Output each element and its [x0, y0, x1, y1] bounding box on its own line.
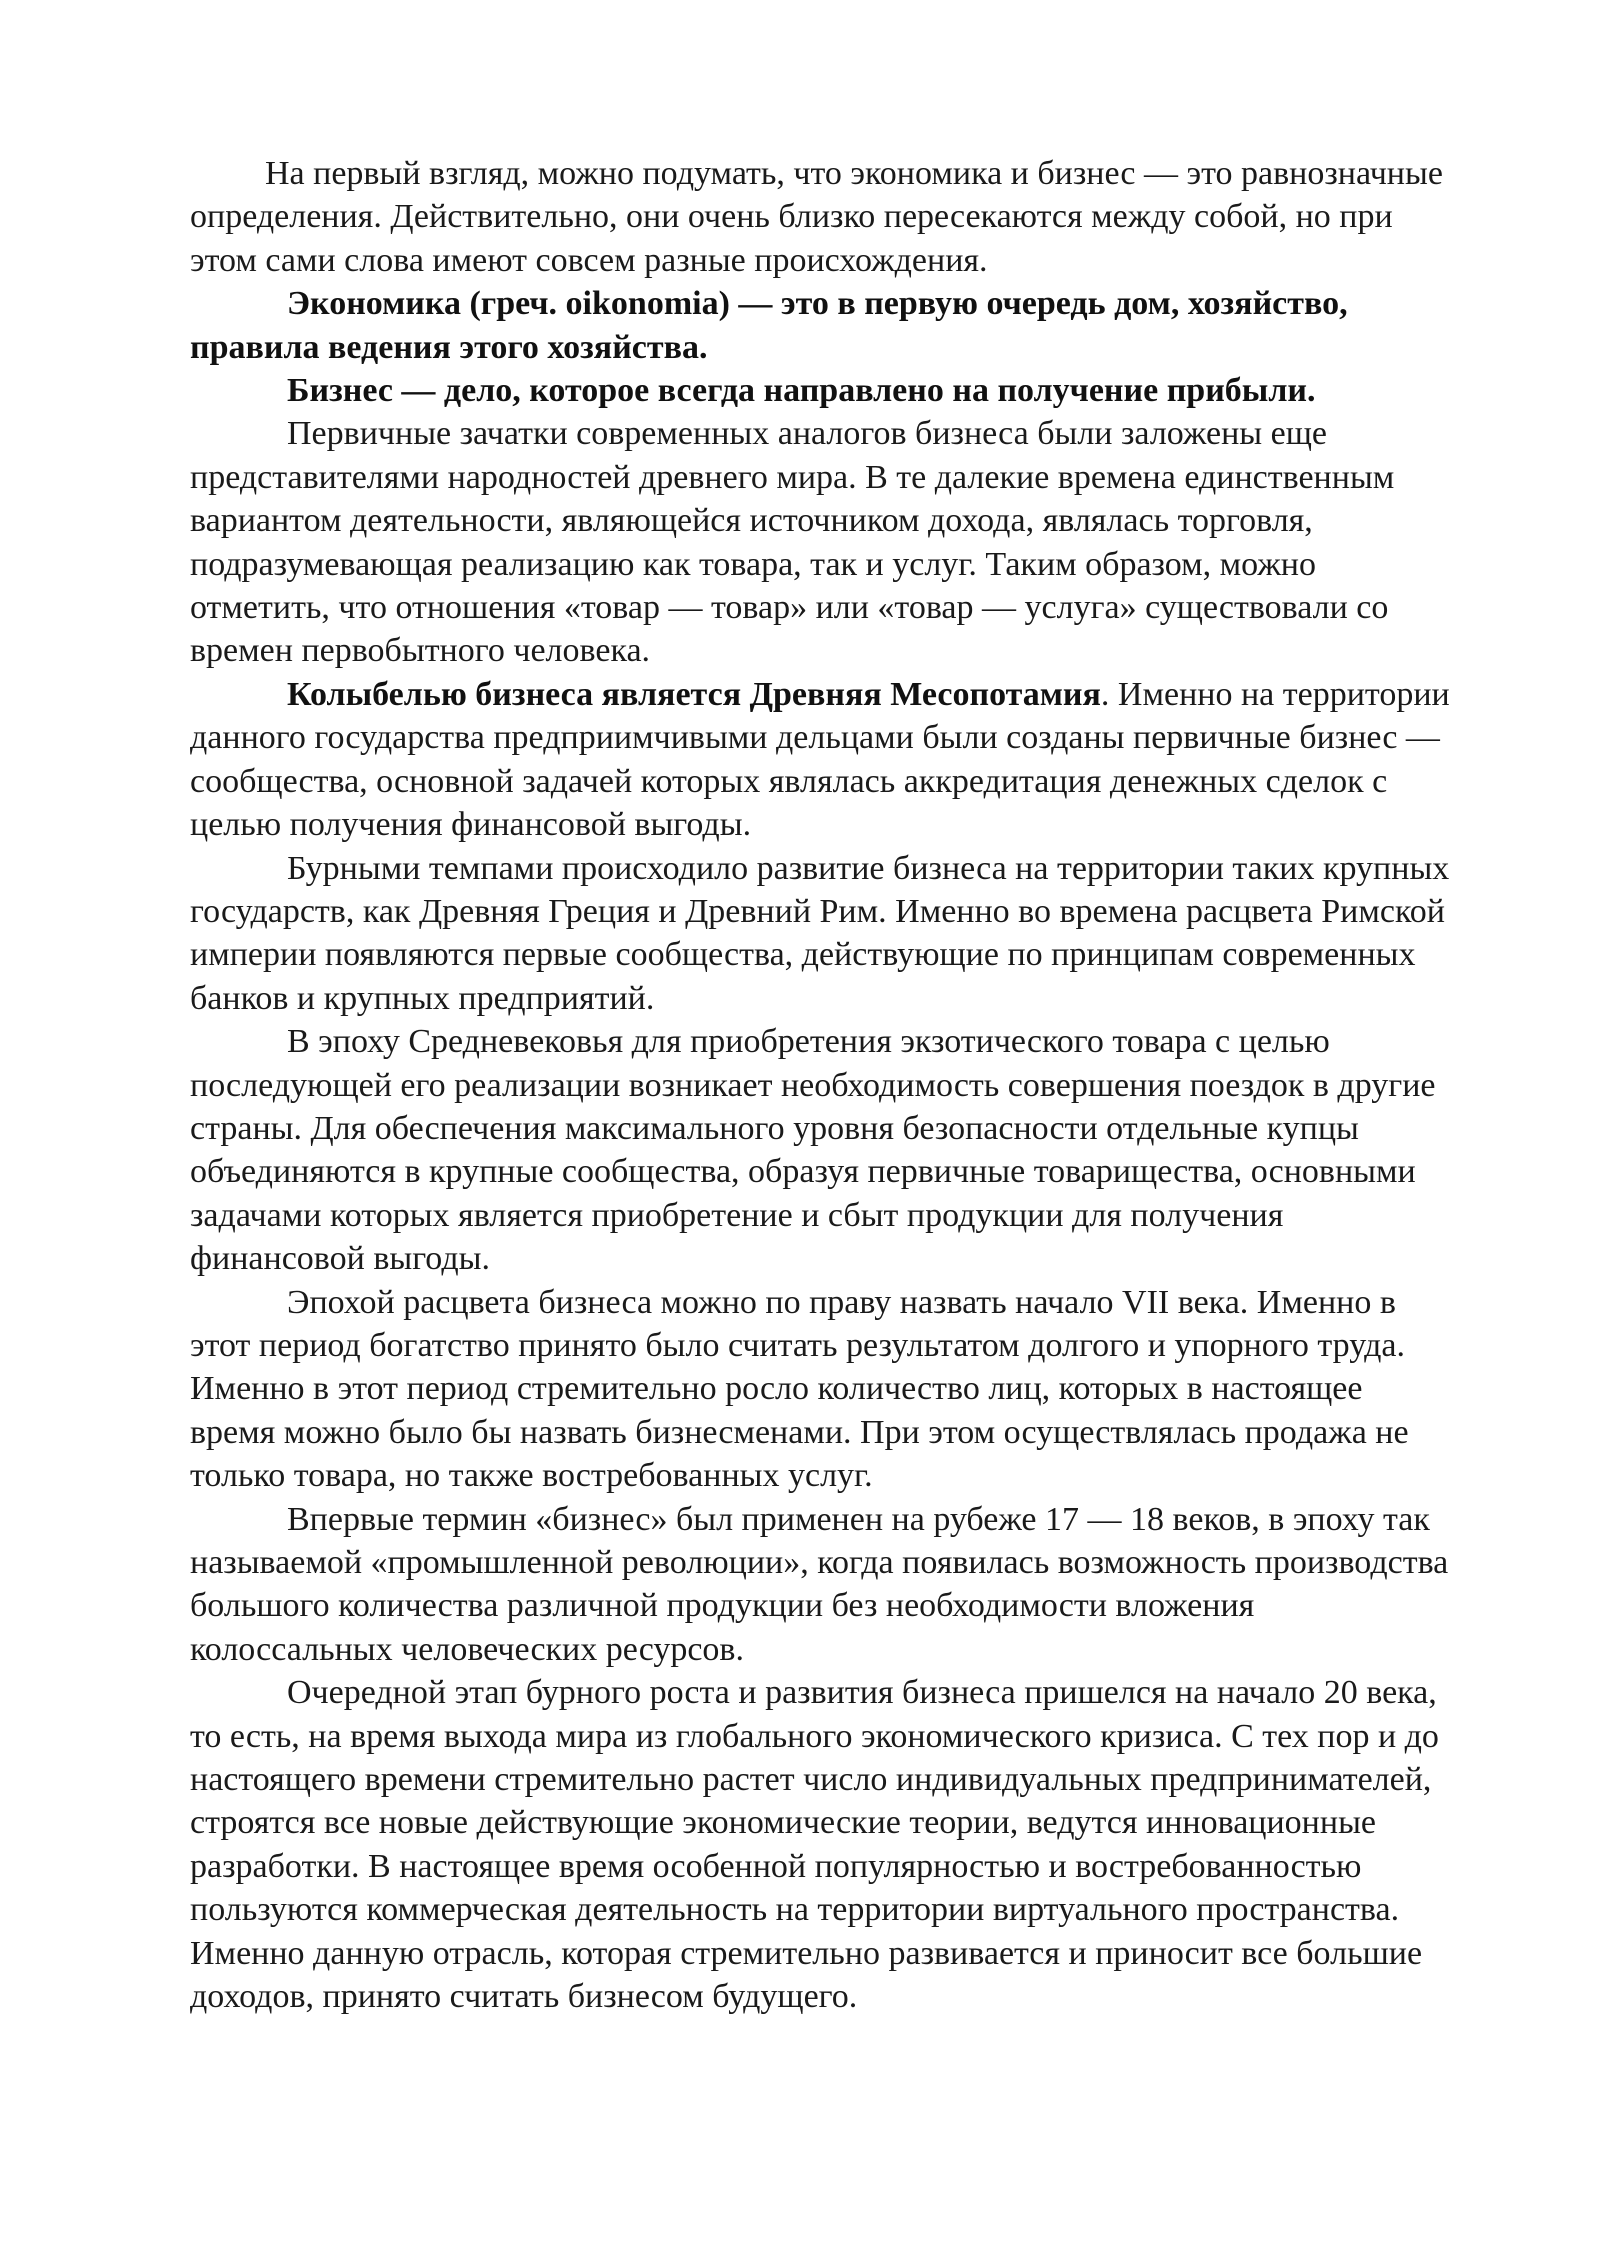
paragraph-economy-definition	[190, 282, 1450, 369]
paragraph-seventh-century	[190, 1281, 1450, 1498]
bold-definition: Бизнес — дело, которое всегда направлено на получение прибыли.	[287, 372, 1316, 410]
paragraph-text: Бурными темпами происходило развитие бизнеса на территории таких крупных государств, как Древняя Греция и Древний Рим. Именно во времена расцвета Римской империи появляются первые сообщества, действующие по принципам современных банков и крупных предприятий.	[190, 849, 1450, 1017]
paragraph-intro	[190, 152, 1450, 282]
paragraph-text: . Именно на территории данного государства предприимчивыми дельцами были созданы первичные бизнес — сообщества, основной задачей которых являлась аккредитация денежных сделок с целью получения финансовой выгоды.	[190, 675, 1450, 844]
document-body	[190, 152, 1450, 2018]
paragraph-text: Первичные зачатки современных аналогов бизнеса были заложены еще представителями народностей древнего мира. В те далекие времена единственным вариантом деятельности, являющейся источником дохода, являлась торговля, подразумевающая реализацию как товара, так и услуг. Таким образом, можно отметить, что отношения «товар — товар» или «товар — услуга» существовали со времен первобытного человека.	[190, 415, 1395, 670]
paragraph-twentieth-century	[190, 1671, 1450, 2018]
paragraph-text: На первый взгляд, можно подумать, что экономика и бизнес — это равнозначные определения. Действительно, они очень близко пересекаются между собой, но при этом сами слова имеют совсем разные происхождения.	[190, 155, 1443, 279]
paragraph-text: В эпоху Средневековья для приобретения экзотического товара с целью последующей его реализации возникает необходимость совершения поездок в другие страны. Для обеспечения максимального уровня безопасности отдельные купцы объединяются в крупные сообщества, образуя первичные товарищества, основными задачами которых является приобретение и сбыт продукции для получения финансовой выгоды.	[190, 1023, 1436, 1278]
paragraph-mesopotamia	[190, 673, 1450, 847]
paragraph-business-definition	[190, 369, 1450, 412]
paragraph-middle-ages	[190, 1020, 1450, 1280]
paragraph-text: Очередной этап бурного роста и развития бизнеса пришелся на начало 20 века, то есть, на время выхода мира из глобального экономического кризиса. С тех пор и до настоящего времени стремительно растет число индивидуальных предпринимателей, строятся все новые действующие экономические теории, ведутся инновационные разработки. В настоящее время особенной популярностью и востребованностью пользуются коммерческая деятельность на территории виртуального пространства. Именно данную отрасль, которая стремительно развивается и приносит все большие доходов, принято считать бизнесом будущего.	[190, 1674, 1439, 2016]
paragraph-text: Эпохой расцвета бизнеса можно по праву назвать начало VII века. Именно в этот период богатство принято было считать результатом долгого и упорного труда. Именно в этот период стремительно росло количество лиц, которых в настоящее время можно было бы назвать бизнесменами. При этом осуществлялась продажа не только товара, но также востребованных услуг.	[190, 1283, 1409, 1495]
paragraph-greece-rome	[190, 847, 1450, 1021]
paragraph-origins	[190, 412, 1450, 672]
bold-lead: Колыбелью бизнеса является Древняя Месопотамия	[287, 675, 1101, 713]
paragraph-text: Впервые термин «бизнес» был применен на рубеже 17 — 18 веков, в эпоху так называемой «промышленной революции», когда появилась возможность производства большого количества различной продукции без необходимости вложения колоссальных человеческих ресурсов.	[190, 1500, 1449, 1668]
paragraph-term-business	[190, 1498, 1450, 1672]
bold-definition: Экономика (греч. oikonomia) — это в первую очередь дом, хозяйство, правила ведения этого хозяйства.	[190, 285, 1348, 366]
